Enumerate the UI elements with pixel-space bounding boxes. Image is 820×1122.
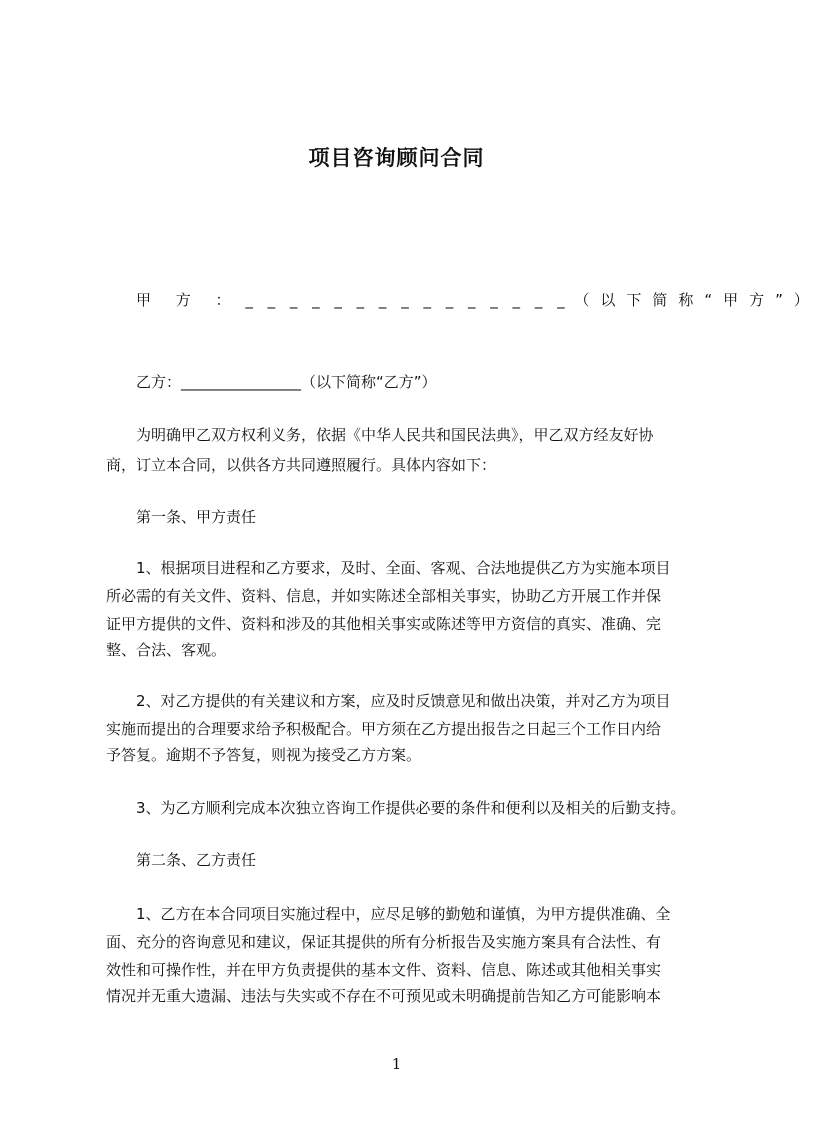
article1-item1-line-2: 所必需的有关文件、资料、信息，并如实陈述全部相关事实，协助乙方开展工作并保 [106,587,662,605]
party-b-line [136,372,437,392]
article2-item1-line-4: 情况并无重大遗漏、违法与失实或不存在不可预见或未明确提前告知乙方可能影响本 [106,987,662,1005]
party-a-blank: _ _ _ _ _ _ _ _ _ _ _ _ _ _ _ [245,291,570,309]
page-title: 项目咨询顾问合同 [308,146,485,170]
page-number: 1 [391,1055,402,1073]
article1-item1-line-1: 1、根据项目进程和乙方要求，及时、全面、客观、合法地提供乙方为实施本项目 [136,559,671,577]
article1-item3-line-1: 3、为乙方顺利完成本次独立咨询工作提供必要的条件和便利以及相关的后勤支持。 [136,799,686,817]
party-b-suffix: （以下简称“乙方”） [301,373,437,391]
article2-item1-line-3: 效性和可操作性，并在甲方负责提供的基本文件、资料、信息、陈述或其他相关事实 [106,961,662,979]
party-b-label: 乙方： [136,373,182,391]
article2-heading: 第二条、乙方责任 [136,851,257,869]
party-a-line [136,290,820,310]
intro-line-1: 为明确甲乙双方权利义务，依据《中华人民共和国民法典》，甲乙双方经友好协 [136,426,654,444]
party-a-suffix: （以下简称“甲方”） [574,291,820,309]
intro-line-2: 商，订立本合同，以供各方共同遵照履行。具体内容如下： [106,456,497,474]
article1-item1-line-4: 整、合法、客观。 [106,641,227,659]
article1-heading: 第一条、甲方责任 [136,508,257,526]
article2-item1-line-2: 面、充分的咨询意见和建议，保证其提供的所有分析报告及实施方案具有合法性、有 [106,933,662,951]
party-a-label: 甲 方 ： [136,291,241,309]
article1-item2-line-2: 实施而提出的合理要求给予积极配合。甲方须在乙方提出报告之日起三个工作日内给 [106,720,662,738]
article1-item2-line-1: 2、对乙方提供的有关建议和方案，应及时反馈意见和做出决策，并对乙方为项目 [136,692,671,710]
article1-item1-line-3: 证甲方提供的文件、资料和涉及的其他相关事实或陈述等甲方资信的真实、准确、完 [106,615,662,633]
party-b-blank: ________________ [181,373,302,391]
article1-item2-line-3: 予答复。逾期不予答复，则视为接受乙方方案。 [106,746,422,764]
article2-item1-line-1: 1、乙方在本合同项目实施过程中，应尽足够的勤勉和谨慎，为甲方提供准确、全 [136,905,671,923]
